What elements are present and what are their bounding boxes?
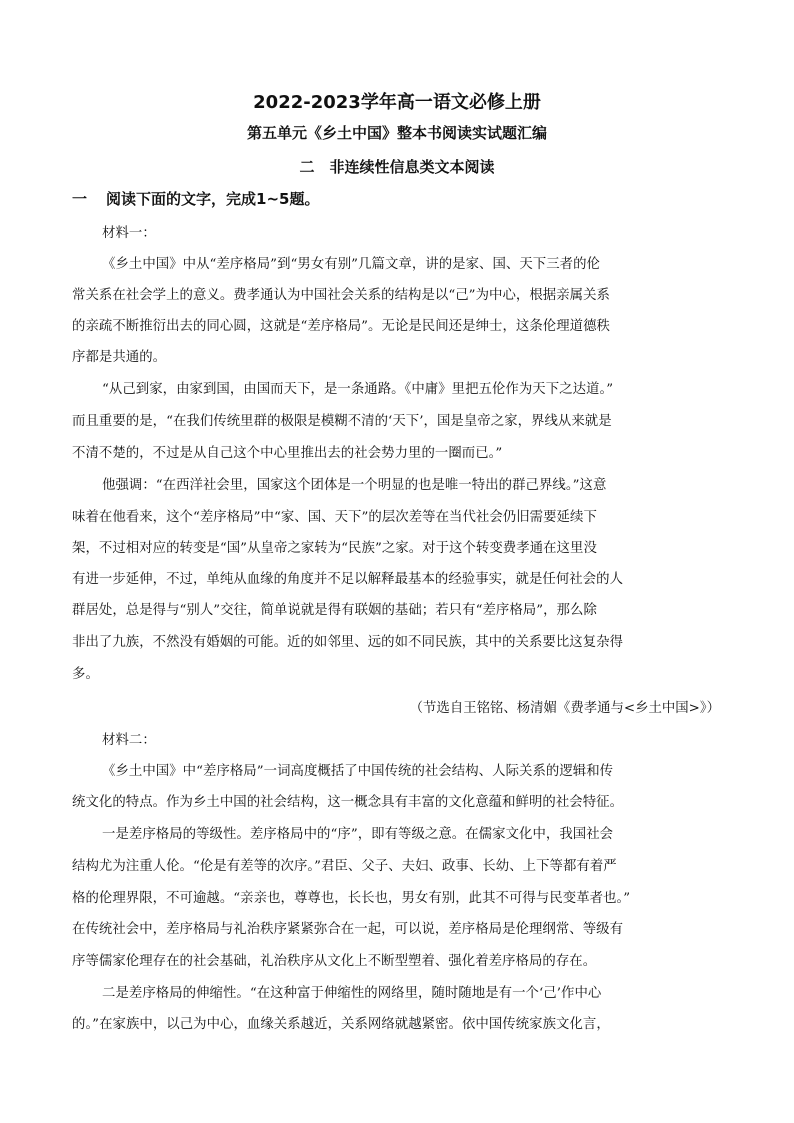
paragraph-line: 常关系在社会学上的意义。费孝通认为中国社会关系的结构是以“己”为中心，根据亲属关系 (72, 288, 610, 303)
paragraph-line: 在传统社会中，差序格局与礼治秩序紧紧弥合在一起，可以说，差序格局是伦理纲常、等级有 (72, 922, 624, 937)
paragraph-line: 统文化的特点。作为乡土中国的社会结构，这一概念具有丰富的文化意蕴和鲜明的社会特征。 (72, 795, 624, 810)
paragraph-line: 一是差序格局的等级性。差序格局中的“序”，即有等级之意。在儒家文化中，我国社会 (102, 827, 614, 842)
paragraph-line: 群居处，总是得与“别人”交往，简单说就是得有联姻的基础；若只有“差序格局”，那么除 (72, 603, 597, 618)
section-heading: 二 非连续性信息类文本阅读 (299, 158, 495, 176)
paragraph-line: 二是差序格局的伸缩性。“在这种富于伸缩性的网络里，随时随地是有一个‘己’作中心 (102, 986, 602, 1001)
question-number: 一 (72, 190, 88, 208)
paragraph-line: 序都是共通的。 (72, 350, 167, 365)
paragraph-line: 架，不过相对应的转变是“国”从皇帝之家转为“民族”之家。对于这个转变费孝通在这里没 (72, 541, 597, 556)
paragraph-line: 味着在他看来，这个“差序格局”中“家、国、天下”的层次差等在当代社会仍旧需要延续下 (72, 510, 597, 525)
paragraph-line: 他强调：“在西洋社会里，国家这个团体是一个明显的也是唯一特出的群己界线。”这意 (102, 478, 607, 493)
paragraph-line: 而且重要的是，“在我们传统里群的极限是模糊不清的‘天下’，国是皇帝之家，界线从来就是 (72, 414, 612, 429)
material-label: 材料二： (102, 733, 156, 748)
paragraph-line: 《乡土中国》中“差序格局”一词高度概括了中国传统的社会结构、人际关系的逻辑和传 (102, 764, 614, 779)
paragraph-line: 的亲疏不断推衍出去的同心圆，这就是“差序格局”。无论是民间还是绅士，这条伦理道德秩 (72, 319, 610, 334)
paragraph-line: 多。 (72, 667, 99, 682)
document-title: 2022-2023学年高一语文必修上册 (253, 92, 541, 113)
paragraph-line: “从己到家，由家到国，由国而天下，是一条通路。《中庸》里把五伦作为天下之达道。” (102, 382, 614, 397)
paragraph-line: 《乡土中国》中从“差序格局”到“男女有别”几篇文章，讲的是家、国、天下三者的伦 (102, 257, 601, 272)
paragraph-line: 的。”在家族中，以己为中心，血缘关系越近，关系网络就越紧密。依中国传统家族文化言， (72, 1017, 610, 1032)
paragraph-line: 格的伦理界限，不可逾越。“亲亲也，尊尊也，长长也，男女有别，此其不可得与民变革者也。” (72, 891, 631, 906)
question-prompt: 阅读下面的文字，完成1~5题。 (106, 190, 320, 208)
material-label: 材料一： (102, 226, 156, 241)
paragraph-line: 结构尤为注重人伦。“伦是有差等的次序。”君臣、父子、夫妇、政事、长幼、上下等都有着严 (72, 859, 617, 874)
paragraph-line: 有进一步延伸，不过，单纯从血缘的角度并不足以解释最基本的经验事实，就是任何社会的人 (72, 572, 624, 587)
question-heading (72, 188, 319, 209)
paragraph-line: 序等儒家伦理存在的社会基础，礼治秩序从文化上不断型塑着、强化着差序格局的存在。 (72, 954, 597, 969)
document-subtitle: 第五单元《乡土中国》整本书阅读实试题汇编 (246, 124, 547, 142)
paragraph-line: 不清不楚的，不过是从自己这个中心里推出去的社会势力里的一圈而已。” (72, 446, 503, 461)
paragraph-line: 非出了九族，不然没有婚姻的可能。近的如邻里、远的如不同民族，其中的关系要比这复杂得 (72, 635, 624, 650)
source-citation: （节选自王铭铭、杨清媚《费孝通与<乡土中国>》） (409, 701, 720, 716)
